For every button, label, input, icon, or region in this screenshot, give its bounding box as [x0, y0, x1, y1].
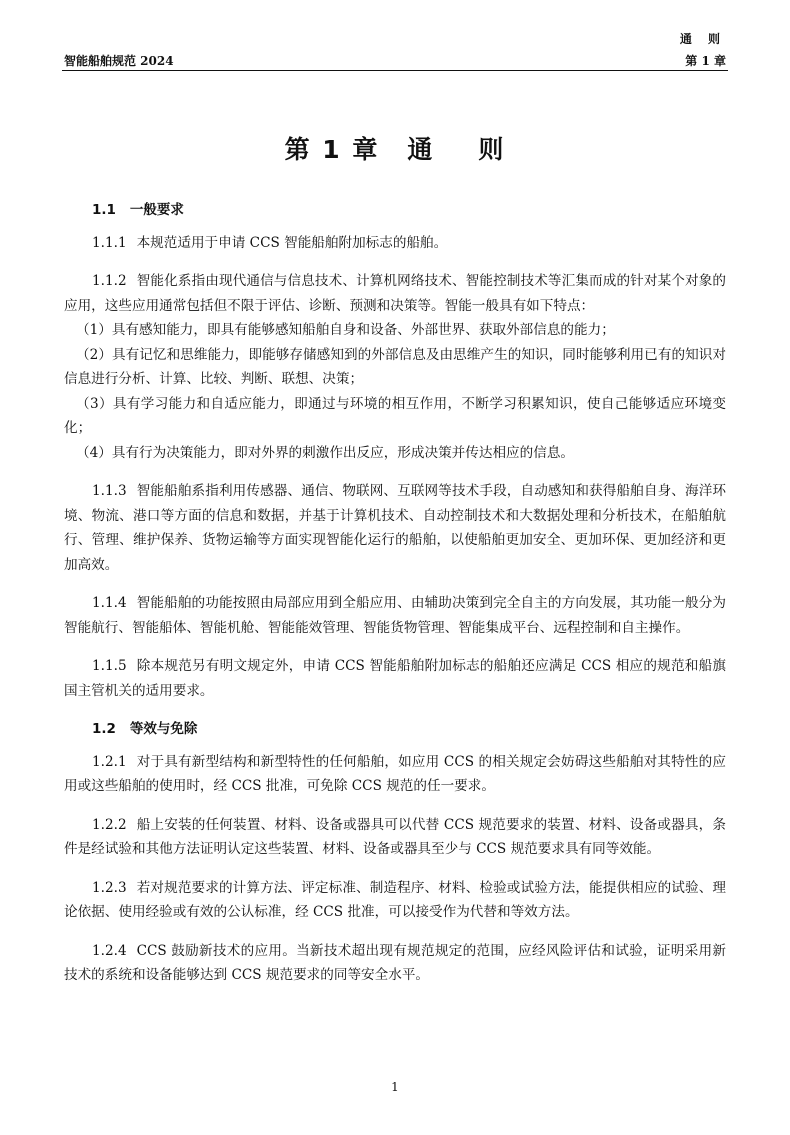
document-body — [64, 198, 726, 1002]
list-item: （1）具有感知能力，即具有能够感知船舶自身和设备、外部世界、获取外部信息的能力； — [76, 322, 615, 338]
clause-paragraph: 1.1.3 智能船舶系指利用传感器、通信、物联网、互联网等技术手段，自动感知和获得船舶自身、海洋环境、物流、港口等方面的信息和数据，并基于计算机技术、自动控制技术和大数据处理和分析技术，在船舶航行、管理、维护保养、货物运输等方面实现智能化运行的船舶，以使船舶更加安全、更加环保、更加经济和更加高效。 — [64, 483, 726, 573]
list-item: （2）具有记忆和思维能力，即能够存储感知到的外部信息及由思维产生的知识，同时能够利用已有的知识对信息进行分析、计算、比较、判断、联想、决策； — [64, 346, 726, 387]
clause-paragraph: 1.2.4 CCS 鼓励新技术的应用。当新技术超出现有规范规定的范围，应经风险评估和试验，证明采用新技术的系统和设备能够达到 CCS 规范要求的同等安全水平。 — [64, 942, 726, 983]
page-number: 1 — [391, 1080, 399, 1094]
chapter-number: 第 1 章 — [284, 135, 380, 164]
clause-paragraph: 1.2.2 船上安装的任何装置、材料、设备或器具可以代替 CCS 规范要求的装置、材料、设备或器具，条件是经试验和其他方法证明认定这些装置、材料、设备或器具至少与 CCS 规范要求具有同等效能。 — [64, 816, 726, 857]
section-heading: 1.1 一般要求 — [92, 202, 184, 218]
running-header-chapter-title: 通 则 — [679, 32, 726, 46]
clause-paragraph: 1.2.3 若对规范要求的计算方法、评定标准、制造程序、材料、检验或试验方法，能提供相应的试验、理论依据、使用经验或有效的公认标准，经 CCS 批准，可以接受作为代替和等效方法。 — [64, 879, 726, 920]
section-heading: 1.2 等效与免除 — [92, 721, 198, 737]
chapter-title — [0, 130, 790, 166]
clause-paragraph: 1.1.1 本规范适用于申请 CCS 智能船舶附加标志的船舶。 — [92, 234, 448, 251]
list-item: （3）具有学习能力和自适应能力，即通过与环境的相互作用，不断学习积累知识，使自己能够适应环境变化； — [64, 395, 726, 436]
clause-paragraph: 1.2.1 对于具有新型结构和新型特性的任何船舶，如应用 CCS 的相关规定会妨碍这些船舶对其特性的应用或这些船舶的使用时，经 CCS 批准，可免除 CCS 规范的任一要求。 — [64, 753, 726, 794]
list-item: （4）具有行为决策能力，即对外界的刺激作出反应，形成决策并传达相应的信息。 — [76, 444, 575, 461]
clause-paragraph: 1.1.2 智能化系指由现代通信与信息技术、计算机网络技术、智能控制技术等汇集而成的针对某个对象的应用，这些应用通常包括但不限于评估、诊断、预测和决策等。智能一般具有如下特点： — [64, 273, 726, 314]
chapter-title-char-2: 则 — [478, 135, 506, 164]
running-header-chapter-number: 第 1 章 — [685, 54, 726, 68]
running-header-book-title: 智能船舶规范 2024 — [64, 54, 174, 68]
clause-paragraph: 1.1.5 除本规范另有明文规定外，申请 CCS 智能船舶附加标志的船舶还应满足 CCS 相应的规范和船旗国主管机关的适用要求。 — [64, 658, 726, 699]
clause-paragraph: 1.1.4 智能船舶的功能按照由局部应用到全船应用、由辅助决策到完全自主的方向发展，其功能一般分为智能航行、智能船体、智能机舱、智能能效管理、智能货物管理、智能集成平台、远程控制和自主操作。 — [64, 595, 726, 636]
header-divider — [62, 70, 728, 71]
chapter-title-char-1: 通 — [407, 135, 435, 164]
